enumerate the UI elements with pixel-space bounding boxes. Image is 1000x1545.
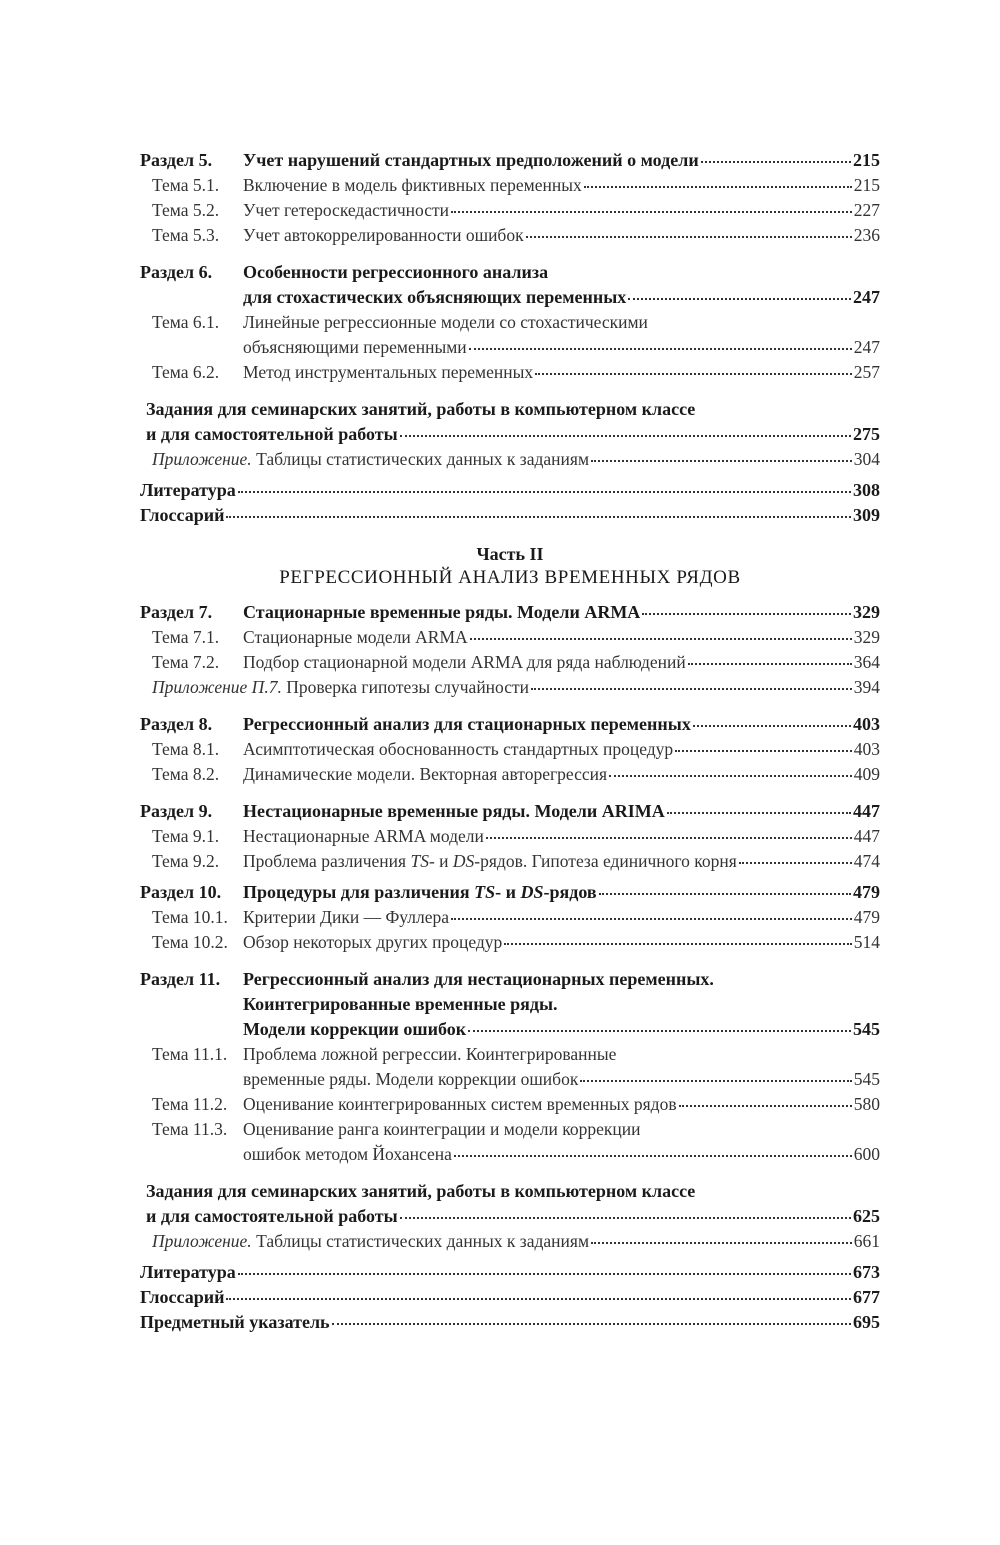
toc-topic-11-1-line1[interactable]: Тема 11.1. Проблема ложной регрессии. Коинтегрированные xyxy=(152,1044,617,1064)
page-number: 257 xyxy=(853,362,880,382)
dot-leader xyxy=(470,637,852,640)
page-number: 580 xyxy=(853,1094,880,1114)
page-number: 677 xyxy=(853,1287,880,1307)
dot-leader xyxy=(642,612,851,615)
page-number: 247 xyxy=(853,337,880,357)
toc-topic-11-3[interactable]: ошибок методом Йохансена 600 xyxy=(140,1142,880,1167)
dot-leader xyxy=(451,917,852,920)
page-number: 247 xyxy=(853,287,880,307)
dot-leader xyxy=(679,1104,852,1107)
page-number: 403 xyxy=(853,714,880,734)
toc-section-11-line1[interactable]: Раздел 11. Регрессионный анализ для нестационарных переменных. xyxy=(140,969,714,989)
dot-leader xyxy=(468,1029,851,1032)
page-number: 304 xyxy=(853,449,880,469)
toc-topic-7-2[interactable]: Тема 7.2. Подбор стационарной модели ARMA для ряда наблюдений 364 xyxy=(140,650,880,675)
dot-leader xyxy=(469,347,852,350)
toc-topic-10-2[interactable]: Тема 10.2. Обзор некоторых других процедур 514 xyxy=(140,930,880,955)
dot-leader xyxy=(526,235,852,238)
page-number: 600 xyxy=(853,1144,880,1164)
toc-topic-10-1[interactable]: Тема 10.1. Критерии Дики — Фуллера 479 xyxy=(140,905,880,930)
toc-section-9[interactable]: Раздел 9. Нестационарные временные ряды. Модели ARIMA 447 xyxy=(140,799,880,824)
toc-subject-index[interactable]: Предметный указатель 695 xyxy=(140,1310,880,1335)
page-number: 227 xyxy=(853,200,880,220)
toc-topic-9-1[interactable]: Тема 9.1. Нестационарные ARMA модели 447 xyxy=(140,824,880,849)
dot-leader xyxy=(454,1154,852,1157)
toc-appendix-1[interactable]: Приложение. Таблицы статистических данных к заданиям 304 xyxy=(140,447,880,472)
dot-leader xyxy=(486,836,852,839)
dot-leader xyxy=(535,372,852,375)
toc-tasks-1[interactable]: и для самостоятельной работы 275 xyxy=(140,422,880,447)
dot-leader xyxy=(591,459,852,462)
toc-topic-9-2[interactable]: Тема 9.2. Проблема различения TS- и DS-рядов. Гипотеза единичного корня 474 xyxy=(140,849,880,874)
toc-section-11[interactable]: Модели коррекции ошибок 545 xyxy=(140,1017,880,1042)
toc-section-10[interactable]: Раздел 10. Процедуры для различения TS- и DS-рядов 479 xyxy=(140,880,880,905)
dot-leader xyxy=(628,297,851,300)
part-heading xyxy=(140,542,880,590)
dot-leader xyxy=(739,861,852,864)
page-number: 309 xyxy=(853,505,880,525)
toc-literature-1[interactable]: Литература 308 xyxy=(140,478,880,503)
toc-tasks-2-line1[interactable]: Задания для семинарских занятий, работы в компьютерном классе xyxy=(146,1181,696,1201)
toc-topic-5-3[interactable]: Тема 5.3. Учет автокоррелированности ошибок 236 xyxy=(140,223,880,248)
page-number: 215 xyxy=(853,175,880,195)
dot-leader xyxy=(451,210,852,213)
page-number: 661 xyxy=(853,1231,880,1251)
toc-glossary-2[interactable]: Глоссарий 677 xyxy=(140,1285,880,1310)
toc-literature-2[interactable]: Литература 673 xyxy=(140,1260,880,1285)
toc-topic-5-2[interactable]: Тема 5.2. Учет гетероскедастичности 227 xyxy=(140,198,880,223)
dot-leader xyxy=(599,892,851,895)
page-number: 403 xyxy=(853,739,880,759)
part-label: Часть II xyxy=(476,544,544,564)
dot-leader xyxy=(675,749,852,752)
page-number: 479 xyxy=(853,907,880,927)
toc-tasks-2[interactable]: и для самостоятельной работы 625 xyxy=(140,1204,880,1229)
page-number: 236 xyxy=(853,225,880,245)
toc-appendix-2[interactable]: Приложение. Таблицы статистических данных к заданиям 661 xyxy=(140,1229,880,1254)
toc-section-6-line1[interactable]: Раздел 6. Особенности регрессионного анализа xyxy=(140,262,549,282)
dot-leader xyxy=(400,1216,851,1219)
toc-tasks-1-line1[interactable]: Задания для семинарских занятий, работы в компьютерном классе xyxy=(146,399,696,419)
dot-leader xyxy=(238,1272,851,1275)
dot-leader xyxy=(688,662,852,665)
page-number: 215 xyxy=(853,150,880,170)
toc-topic-8-2[interactable]: Тема 8.2. Динамические модели. Векторная авторегрессия 409 xyxy=(140,762,880,787)
toc-topic-11-1[interactable]: временные ряды. Модели коррекции ошибок 545 xyxy=(140,1067,880,1092)
page-number: 329 xyxy=(853,627,880,647)
page-number: 545 xyxy=(853,1069,880,1089)
toc-section-5[interactable]: Раздел 5. Учет нарушений стандартных предположений о модели 215 xyxy=(140,148,880,173)
toc-appendix-7[interactable]: Приложение П.7. Проверка гипотезы случайности 394 xyxy=(140,675,880,700)
dot-leader xyxy=(400,434,851,437)
toc-section-7[interactable]: Раздел 7. Стационарные временные ряды. Модели ARMA 329 xyxy=(140,600,880,625)
page-number: 275 xyxy=(853,424,880,444)
toc-topic-6-1[interactable]: объясняющими переменными 247 xyxy=(140,335,880,360)
toc-topic-7-1[interactable]: Тема 7.1. Стационарные модели ARMA 329 xyxy=(140,625,880,650)
page-number: 308 xyxy=(853,480,880,500)
dot-leader xyxy=(580,1079,851,1082)
toc-section-6[interactable]: для стохастических объясняющих переменных 247 xyxy=(140,285,880,310)
toc-topic-6-1-line1[interactable]: Тема 6.1. Линейные регрессионные модели со стохастическими xyxy=(152,312,648,332)
toc-topic-11-2[interactable]: Тема 11.2. Оценивание коинтегрированных систем временных рядов 580 xyxy=(140,1092,880,1117)
page-number: 514 xyxy=(853,932,880,952)
page-number: 479 xyxy=(853,882,880,902)
page-number: 474 xyxy=(853,851,880,871)
dot-leader xyxy=(531,687,852,690)
dot-leader xyxy=(226,515,851,518)
page-number: 625 xyxy=(853,1206,880,1226)
toc-topic-11-3-line1[interactable]: Тема 11.3. Оценивание ранга коинтеграции и модели коррекции xyxy=(152,1119,641,1139)
page-number: 364 xyxy=(853,652,880,672)
toc-glossary-1[interactable]: Глоссарий 309 xyxy=(140,503,880,528)
page-number: 409 xyxy=(853,764,880,784)
dot-leader xyxy=(701,160,851,163)
dot-leader xyxy=(226,1297,851,1300)
toc-topic-6-2[interactable]: Тема 6.2. Метод инструментальных переменных 257 xyxy=(140,360,880,385)
page-number: 394 xyxy=(853,677,880,697)
page-number: 545 xyxy=(853,1019,880,1039)
dot-leader xyxy=(238,490,851,493)
toc-topic-5-1[interactable]: Тема 5.1. Включение в модель фиктивных переменных 215 xyxy=(140,173,880,198)
dot-leader xyxy=(609,774,852,777)
dot-leader xyxy=(693,724,851,727)
toc-section-11-line2[interactable]: Коинтегрированные временные ряды. xyxy=(243,994,558,1014)
toc-topic-8-1[interactable]: Тема 8.1. Асимптотическая обоснованность стандартных процедур 403 xyxy=(140,737,880,762)
page-number: 447 xyxy=(853,801,880,821)
dot-leader xyxy=(591,1241,852,1244)
table-of-contents xyxy=(140,148,880,1335)
dot-leader xyxy=(504,942,851,945)
page-number: 329 xyxy=(853,602,880,622)
toc-section-8[interactable]: Раздел 8. Регрессионный анализ для стационарных переменных 403 xyxy=(140,712,880,737)
page-number: 447 xyxy=(853,826,880,846)
part-title: РЕГРЕССИОННЫЙ АНАЛИЗ ВРЕМЕННЫХ РЯДОВ xyxy=(279,567,741,588)
dot-leader xyxy=(584,185,852,188)
dot-leader xyxy=(332,1322,851,1325)
dot-leader xyxy=(667,811,851,814)
page-number: 673 xyxy=(853,1262,880,1282)
page-number: 695 xyxy=(853,1312,880,1332)
